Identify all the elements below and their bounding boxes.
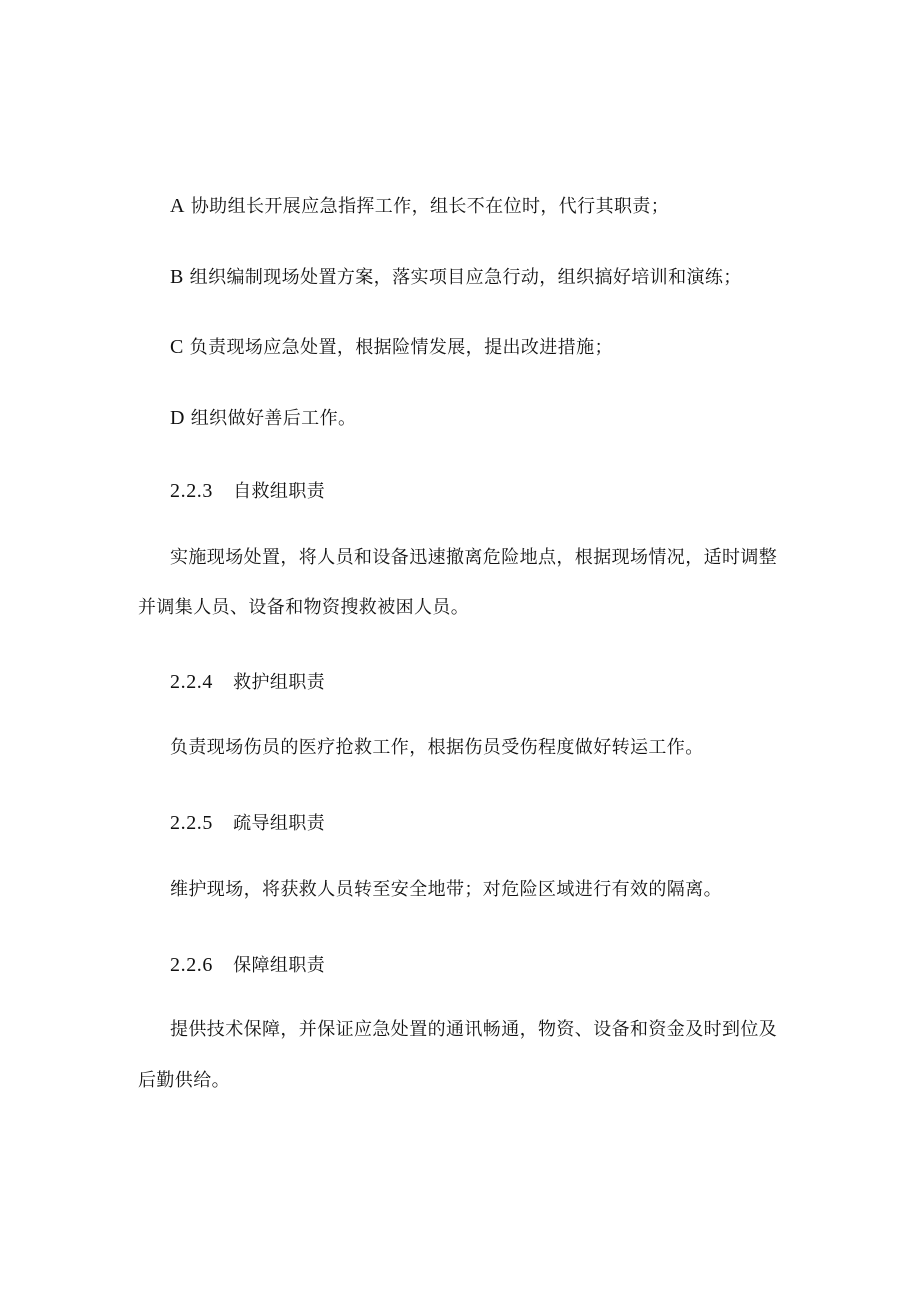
paragraph-line: 后勤供给。	[138, 1070, 230, 1091]
paragraph-line: 并调集人员、设备和物资搜救被困人员。	[138, 597, 470, 618]
list-item	[170, 406, 820, 431]
section-heading	[170, 811, 820, 836]
paragraph-line: 维护现场，将获救人员转至安全地带；对危险区域进行有效的隔离。	[170, 879, 722, 900]
section-title: 救护组职责	[233, 672, 326, 693]
list-item-letter: A	[170, 195, 185, 217]
section-title: 保障组职责	[233, 955, 326, 976]
section-number: 2.2.4	[170, 671, 213, 693]
section-heading	[170, 953, 820, 978]
section-title: 疏导组职责	[233, 813, 326, 834]
section-number: 2.2.5	[170, 812, 213, 834]
list-item-letter: D	[170, 407, 185, 429]
list-item-text: 组织编制现场处置方案，落实项目应急行动，组织搞好培训和演练；	[189, 267, 742, 288]
list-item-letter: B	[170, 266, 184, 288]
paragraph-line: 负责现场伤员的医疗抢救工作，根据伤员受伤程度做好转运工作。	[170, 737, 704, 758]
list-item	[170, 194, 820, 219]
section-heading	[170, 670, 820, 695]
list-item	[170, 335, 820, 360]
list-item-letter: C	[170, 336, 184, 358]
section-number: 2.2.3	[170, 480, 213, 502]
paragraph-line: 实施现场处置，将人员和设备迅速撤离危险地点，根据现场情况，适时调整	[170, 547, 778, 568]
list-item-text: 负责现场应急处置，根据险情发展，提出改进措施；	[189, 337, 613, 358]
list-item	[170, 265, 820, 290]
section-heading	[170, 479, 820, 504]
paragraph-line: 提供技术保障，并保证应急处置的通讯畅通，物资、设备和资金及时到位及	[170, 1019, 778, 1040]
section-title: 自救组职责	[233, 481, 326, 502]
list-item-text: 组织做好善后工作。	[190, 408, 357, 429]
list-item-text: 协助组长开展应急指挥工作，组长不在位时，代行其职责；	[190, 196, 670, 217]
section-number: 2.2.6	[170, 954, 213, 976]
